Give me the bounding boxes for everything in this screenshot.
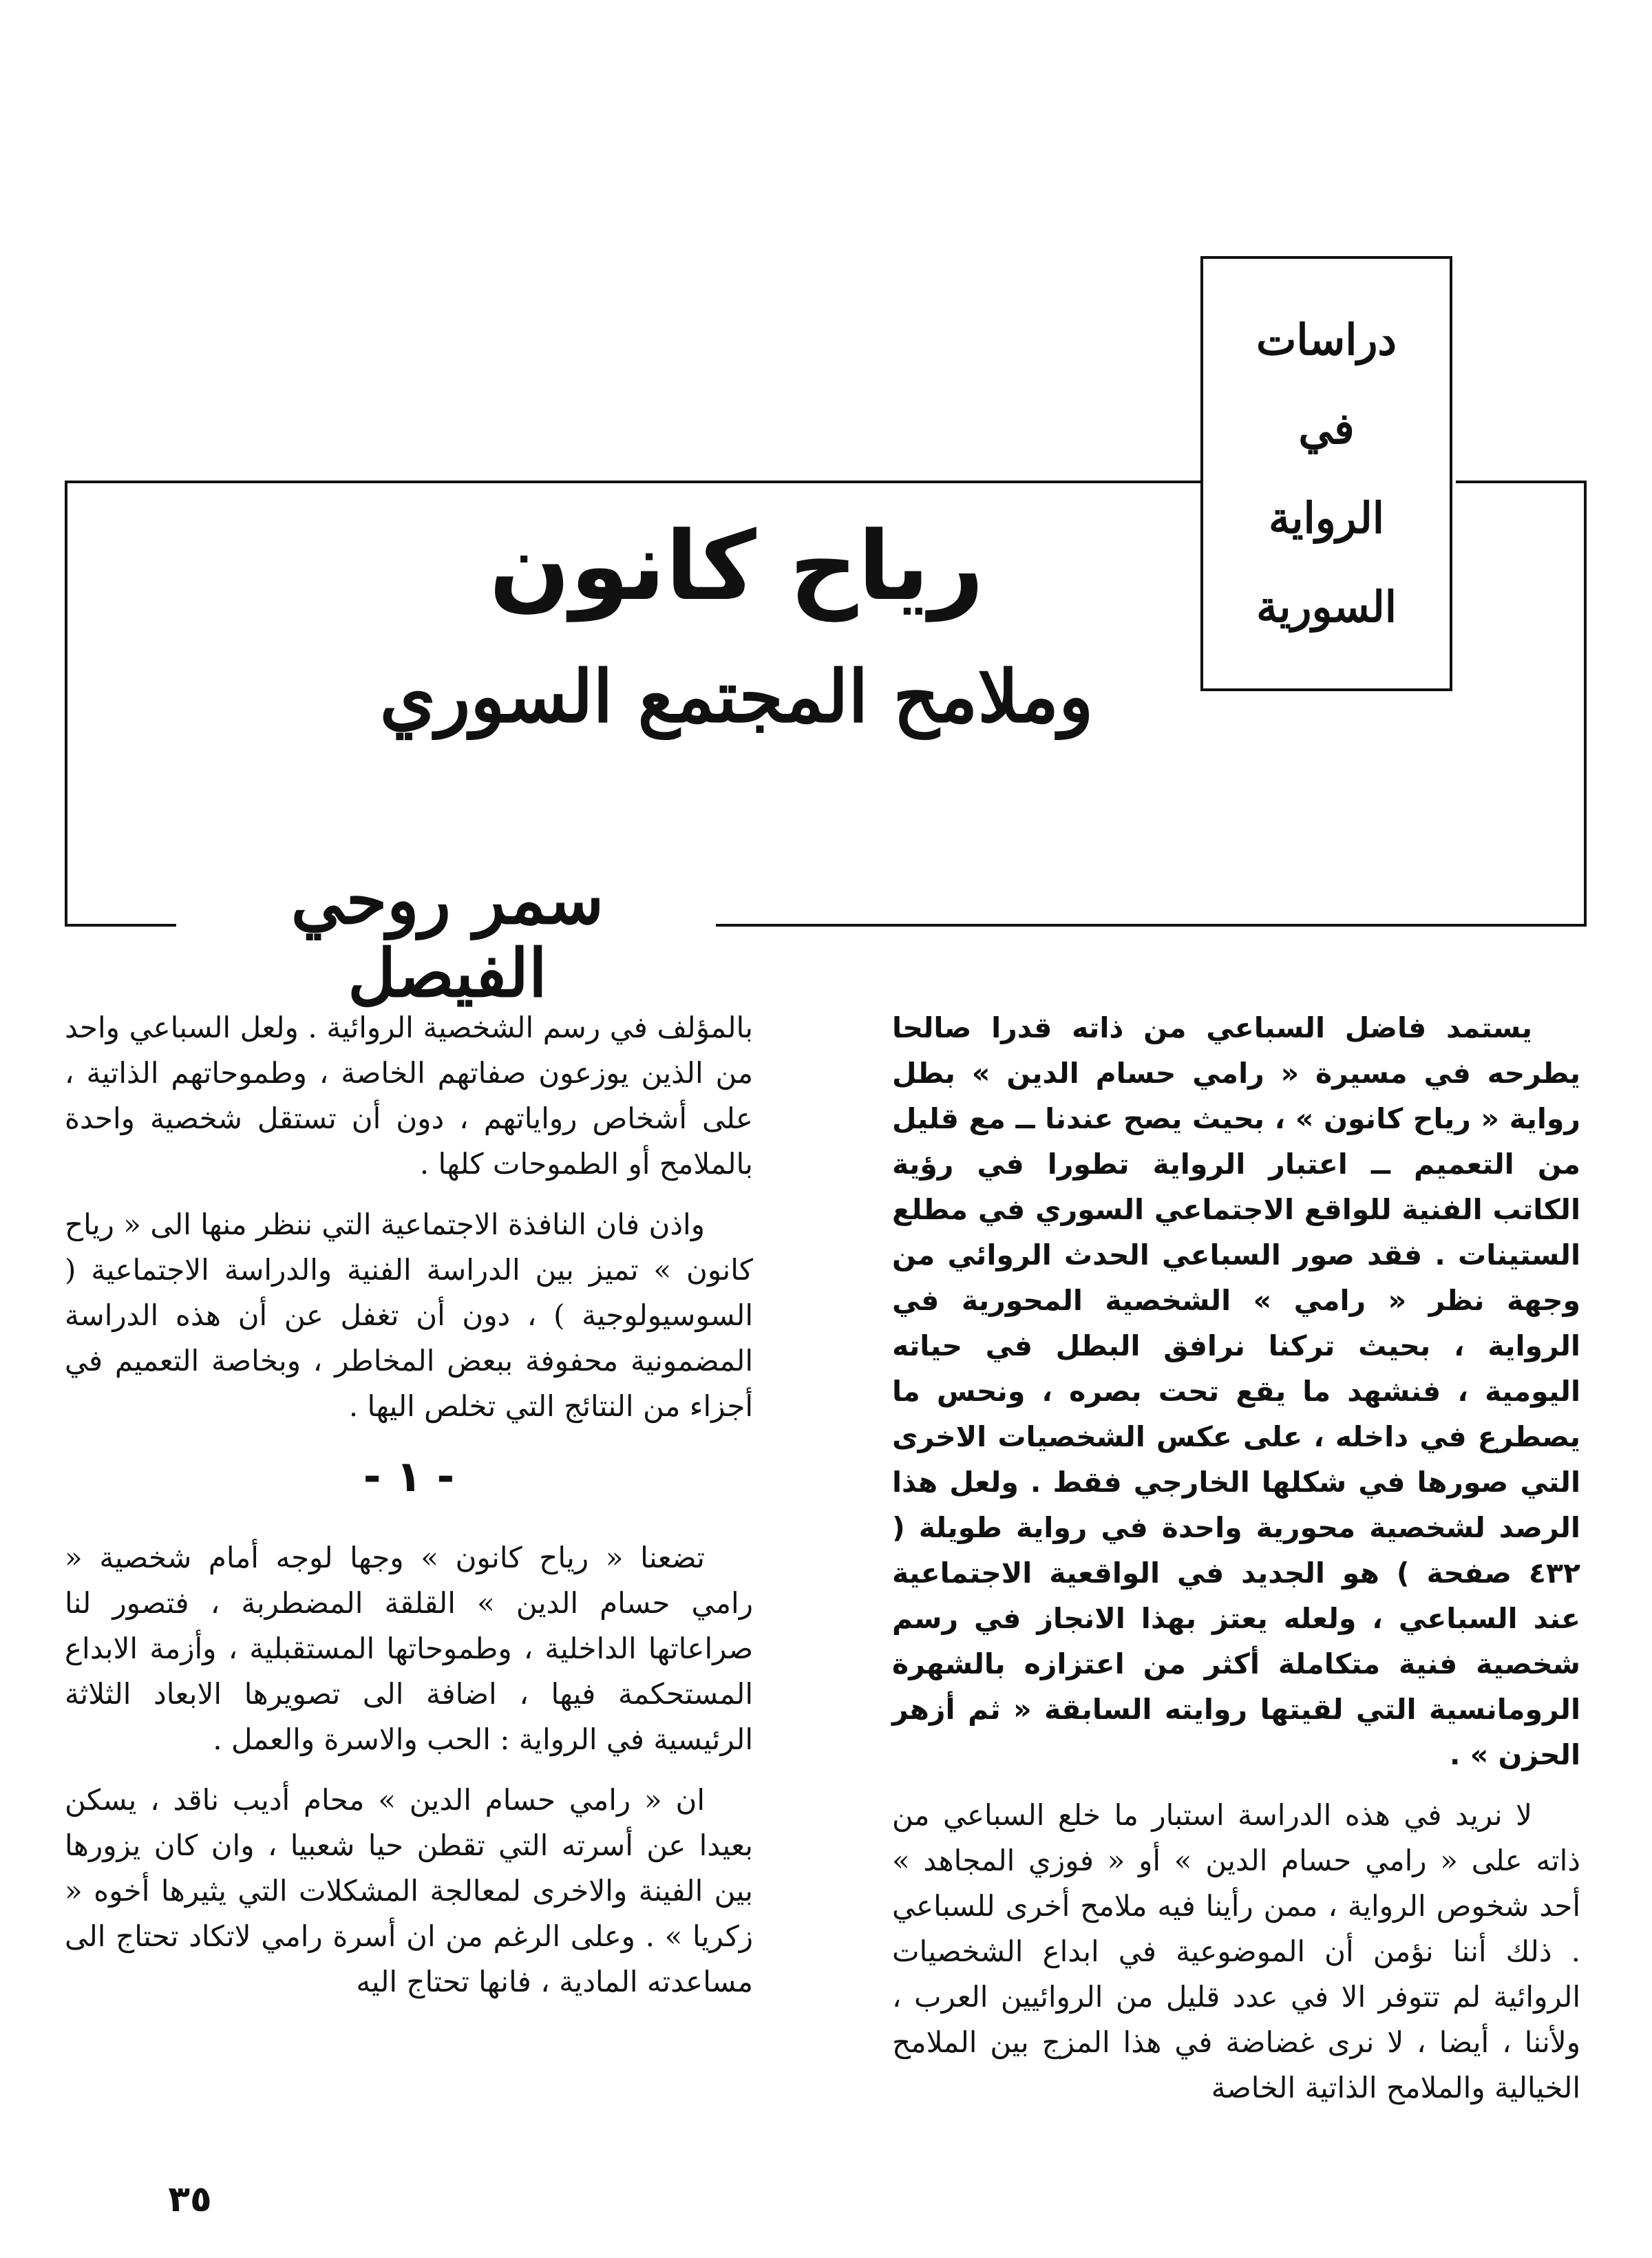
paragraph: بالمؤلف في رسم الشخصية الروائية . ولعل السباعي واحد من الذين يوزعون صفاتهم الخاصة ، وطموحاتهم الذاتية ، على أشخاص رواياتهم ، دون أن تستقل شخصية واحدة بالملامح أو الطموحات كلها . (65, 1011, 753, 1181)
paragraph: واذن فان النافذة الاجتماعية التي ننظر منها الى « رياح كانون » تميز بين الدراسة الفنية والدراسة الاجتماعية ( السوسيولوجية ) ، دون أن تغفل عن أن هذه الدراسة المضمونية محفوفة ببعض المخاطر ، وبخاصة التعميم في أجزاء من النتائج التي تخلص اليها . (65, 1207, 753, 1423)
paragraph: يستمد فاضل السباعي من ذاته قدرا صالحا يطرحه في مسيرة « رامي حسام الدين » بطل رواية « رياح كانون » ، بحيث يصح عندنا ــ مع قليل من التعميم ــ اعتبار الرواية تطورا في رؤية الكاتب الفنية للواقع الاجتماعي السوري في مطلع الستينات . فقد صور السباعي الحدث الروائي من وجهة نظر « رامي » الشخصية المحورية في الرواية ، بحيث تركنا نرافق البطل في حياته اليومية ، فنشهد ما يقع تحت بصره ، ونحس ما يصطرع في داخله ، على عكس الشخصيات الاخرى التي صورها في شكلها الخارجي فقط . ولعل هذا الرصد لشخصية محورية واحدة في رواية طويلة ( ٤٣٢ صفحة ) هو الجديد في الواقعية الاجتماعية عند السباعي ، ولعله يعتز بهذا الانجاز في رسم شخصية فنية متكاملة أكثر من اعتزازه بالشهرة الرومانسية التي لقيتها روايته السابقة « ثم أزهر الحزن » . (892, 1011, 1580, 1771)
series-line-1: دراسات (1256, 315, 1397, 366)
frame-right-border (1584, 481, 1587, 927)
paragraph: تضعنا « رياح كانون » وجها لوجه أمام شخصية « رامي حسام الدين » القلقة المضطربة ، فتصور لنا صراعاتها الداخلية ، وطموحاتها المستقبلية ، وأزمة الابداع المستحكمة فيها ، اضافة الى تصويرها الابعاد الثلاثة الرئيسية في الرواية : الحب والاسرة والعمل . (65, 1541, 753, 1756)
frame-top-border-right (1456, 481, 1587, 483)
paragraph: ان « رامي حسام الدين » محام أديب ناقد ، يسكن بعيدا عن أسرته التي تقطن حيا شعبيا ، وان كان يزورها بين الفينة والاخرى لمعالجة المشكلات التي يثيرها أخوه « زكريا » . وعلى الرغم من ان أسرة رامي لاتكاد تحتاج الى مساعدته المادية ، فانها تحتاج اليه (65, 1783, 753, 1998)
frame-top-border-left (65, 481, 1200, 483)
article-title: رياح كانون (489, 511, 984, 622)
article-subtitle: وملامح المجتمع السوري (379, 654, 1094, 739)
series-line-3: الرواية (1269, 492, 1384, 543)
paragraph: لا نريد في هذه الدراسة استبار ما خلع السباعي من ذاته على « رامي حسام الدين » أو « فوزي المجاهد » أحد شخوص الرواية ، ممن رأينا فيه ملامح أخرى للسباعي . ذلك أننا نؤمن أن الموضوعية في ابداع الشخصيات الروائية لم تتوفر الا في عدد قليل من الروائيين العرب ، ولأننا ، أيضا ، لا نرى غضاضة في هذا المزج بين الملامح الخيالية والملامح الذاتية الخاصة (892, 1798, 1580, 2104)
left-column (65, 1005, 753, 2148)
author-rule-left (65, 924, 176, 927)
author-rule-right (716, 924, 1587, 927)
page-number: ٣٥ (168, 2179, 212, 2220)
section-number: - ١ - (363, 1451, 455, 1501)
frame-left-border (65, 481, 67, 927)
series-box (1200, 256, 1452, 691)
author-name: سمر روحي الفيصل (290, 861, 604, 1012)
series-line-4: السورية (1256, 581, 1397, 632)
right-column (892, 1005, 1580, 2148)
series-line-2: في (1298, 403, 1355, 454)
